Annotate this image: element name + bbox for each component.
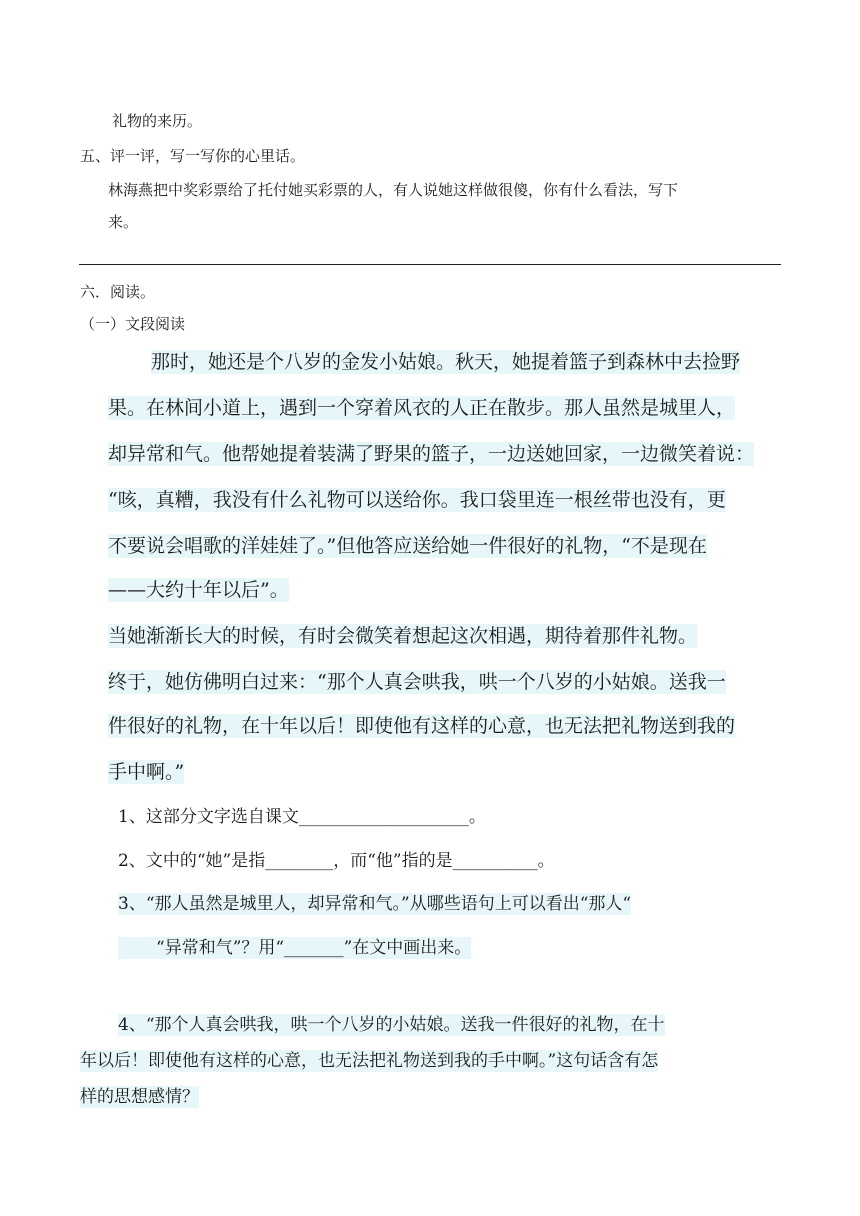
- question-3-line2: “异常和气”？用“_______”在文中画出来。: [118, 934, 471, 962]
- section6-heading: 六．阅读。: [80, 283, 156, 301]
- question-4-line1: 4、“那个人真会哄我，哄一个八岁的小姑娘。送我一件很好的礼物，在十: [118, 1015, 665, 1035]
- question-3-line1: 3、“那人虽然是城里人，却异常和气。”从哪些语句上可以看出“那人“: [118, 894, 632, 914]
- passage-line: 果。在林间小道上，遇到一个穿着风衣的人正在散步。那人虽然是城里人，: [108, 397, 736, 419]
- passage-line: 终于，她仿佛明白过来：“那个人真会哄我，哄一个八岁的小姑娘。送我一: [108, 671, 726, 693]
- passage-line: 却异常和气。他帮她提着装满了野果的篮子，一边送她回家，一边微笑着说：: [108, 443, 755, 465]
- question-4-line3: 样的思想感情？: [80, 1087, 199, 1107]
- answer-line: [79, 264, 781, 265]
- question-4-line2: 年以后！即使他有这样的心意，也无法把礼物送到我的手中啊。”这句话含有怎: [80, 1051, 659, 1071]
- section5-prompt-line1: 林海燕把中奖彩票给了托付她买彩票的人，有人说她这样做很傻，你有什么看法，写下: [108, 181, 679, 199]
- continued-line: 礼物的来历。: [112, 112, 203, 130]
- passage-line: 件很好的礼物，在十年以后！即使他有这样的心意，也无法把礼物送到我的: [108, 715, 736, 737]
- passage-line: “咳，真糟，我没有什么礼物可以送给你。我口袋里连一根丝带也没有，更: [108, 489, 726, 511]
- passage-line: 手中啊。”: [108, 761, 185, 783]
- passage-line: 那时，她还是个八岁的金发小姑娘。秋天，她提着篮子到森林中去捡野: [151, 351, 741, 373]
- section5-prompt-line2: 来。: [108, 213, 139, 231]
- question-1: 1、这部分文字选自课文____________________。: [118, 807, 486, 827]
- passage-line: 不要说会唱歌的洋娃娃了。”但他答应送给她一件很好的礼物，“不是现在: [108, 535, 707, 557]
- passage-line: 当她渐渐长大的时候，有时会微笑着想起这次相遇，期待着那件礼物。: [108, 625, 698, 647]
- section5-heading: 五、评一评，写一写你的心里话。: [80, 147, 306, 165]
- passage-subheading: （一）文段阅读: [80, 315, 186, 333]
- passage-line: ——大约十年以后”。: [108, 579, 289, 601]
- question-2: 2、文中的“她”是指________，而“他”指的是__________。: [118, 851, 555, 871]
